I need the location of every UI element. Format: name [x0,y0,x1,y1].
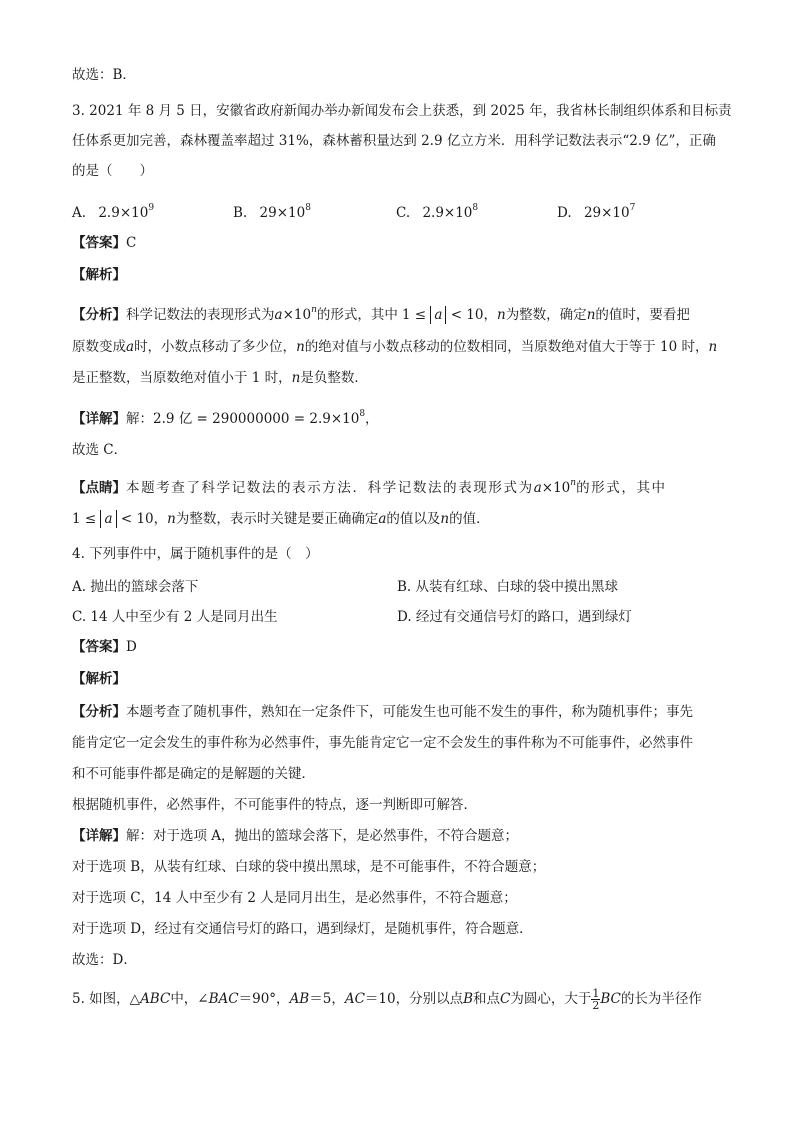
math-var: B [463,991,474,1007]
q3-comment-line-1 [72,473,667,498]
answer-tag: 【答案】 [72,639,126,655]
q3-option-d [557,198,635,223]
text-span: ＝5， [309,991,345,1007]
option-value: 29×10 [259,205,306,221]
text-span: 是负整数． [300,370,368,386]
math-var: C [500,991,511,1007]
option-value: 2.9×10 [422,205,473,221]
option-label: C. [396,205,411,221]
text-span: 的形式，其中 [316,307,398,323]
answer-tag: 【答案】 [72,235,126,251]
answer-value: C [126,235,137,251]
q3-analysis-line-3 [72,368,368,388]
text-span: 本题考查了科学记数法的表示方法．科学记数法的表现形式为 [126,480,534,496]
math-var: n [496,307,506,323]
math-var: BAC [208,991,239,1007]
q3-analysis-line-1 [72,300,690,325]
comment-label: 【点睛】 [72,480,126,496]
option-label: B. [233,205,248,221]
math-var: n [440,511,450,527]
question-3-line-1: 3. 2021 年 8 月 5 日，安徽省政府新闻办举办新闻发布会上获悉，到 2025 年，我省林长制组织体系和目标责 [72,103,732,119]
math-var: AC [344,991,365,1007]
q4-analysis-line-3: 和不可能事件都是确定的是解题的关键． [72,766,315,782]
text-span: 的长为半径作 [620,991,702,1007]
math-exponent: n [570,478,577,488]
detail-label: 【详解】 [72,411,126,427]
math-text: < 10， [446,307,497,323]
math-var: n [708,339,718,355]
text-span: 为圆心，大于 [510,991,592,1007]
fraction-numerator: 1 [592,987,600,1000]
detail-label: 【详解】 [72,828,126,844]
q3-analysis-heading [72,265,126,285]
math-text: 1 ≤ [72,511,101,527]
text-span: 中，∠ [170,991,209,1007]
math-text: ×10 [282,307,312,323]
option-value: 2.9×10 [98,205,149,221]
math-var: a [274,307,283,323]
math-var: ABC [140,991,171,1007]
text-span: 的绝对值与小数点移动的位数相同，当原数绝对值大于等于 10 时， [304,339,709,355]
abs-value: a [430,306,446,324]
analysis-label: 【分析】 [72,704,126,720]
text-span: ＝90°， [238,991,290,1007]
math-text: ×10 [541,480,571,496]
option-exponent: 8 [305,203,311,213]
text-span: 解：对于选项 A，抛出的篮球会落下，是必然事件，不符合题意； [126,828,519,844]
q3-option-b [233,198,311,223]
text-span: 和点 [473,991,501,1007]
text-span: 的值． [449,511,490,527]
text-span: 5. 如图，△ [72,991,141,1007]
abs-value: a [100,510,116,528]
q3-detail [72,404,379,429]
text-span: 的形式，其中 [576,480,667,496]
text-span: 科学记数法的表现形式为 [126,307,275,323]
option-label: D. [557,205,572,221]
question-3-line-2: 任体系更加完善，森林覆盖率超过 31%，森林蓄积量达到 2.9 亿立方米．用科学记数法表示“2.9 亿”，正确 [72,133,716,149]
q4-option-d: D. 经过有交通信号灯的路口，遇到绿灯 [397,609,632,625]
option-label: A. [72,205,87,221]
text-span: 为整数，确定 [505,307,587,323]
text-span: 的值时，要看把 [595,307,690,323]
analysis-label: 【分析】 [72,307,126,323]
analysis-tag: 【解析】 [72,267,126,283]
math-var: n [296,339,305,355]
q3-answer [72,233,136,253]
q3-comment-line-2 [72,509,490,529]
q4-option-a: A. 抛出的篮球会落下 [72,579,199,595]
math-exponent: 8 [359,409,366,419]
q3-option-a [72,198,154,223]
math-var: a [378,511,387,527]
question-4: 4. 下列事件中，属于随机事件的是（ ） [72,546,319,562]
math-var: n [167,511,176,527]
question-5-line-1 [72,988,702,1011]
text-span: 是正整数，当原数绝对值小于 1 时， [72,370,292,386]
option-value: 29×10 [583,205,630,221]
math-var: BC [600,991,621,1007]
text-span: 的值以及 [386,511,441,527]
q4-detail-line-4: 对于选项 D，经过有交通信号灯的路口，遇到绿灯，是随机事件，符合题意． [72,921,533,937]
q3-analysis-line-2 [72,337,717,357]
math-var: n [586,307,596,323]
text-span: ， [365,411,379,427]
q4-answer [72,637,137,657]
text-span: 原数变成 [72,339,126,355]
q3-choice: 故选 C． [72,442,128,458]
math-var: n [291,370,301,386]
math-var: a [533,480,542,496]
text-span: 时，小数点移动了多少位， [134,339,297,355]
option-exponent: 9 [148,203,155,213]
q4-detail-line-2: 对于选项 B，从装有红球、白球的袋中摸出黑球，是不可能事件，不符合题意； [72,859,546,875]
text-span: 解：2.9 亿 = 290000000 = 2.9×10 [126,411,360,427]
text-span: 本题考查了随机事件，熟知在一定条件下，可能发生也可能不发生的事件，称为随机事件；事先 [126,704,693,720]
text-line: 故选：B． [72,67,136,83]
analysis-tag: 【解析】 [72,671,126,687]
option-exponent: 7 [629,203,636,213]
option-exponent: 8 [472,203,479,213]
answer-value: D [126,639,137,655]
q4-analysis-line-1 [72,702,693,722]
text-span: 为整数，表示时关键是要正确确定 [175,511,379,527]
math-text: < 10， [116,511,168,527]
q4-analysis-line-2: 能肯定它一定会发生的事件称为必然事件，事先能肯定它一定不会发生的事件称为不可能事件，必然事件 [72,735,693,751]
math-var: a [126,339,135,355]
text-span: ＝10，分别以点 [364,991,464,1007]
math-var: AB [289,991,310,1007]
question-3-line-3: 的是（ ） [72,163,153,179]
q4-choice: 故选：D． [72,952,137,968]
q4-analysis-line-4: 根据随机事件，必然事件，不可能事件的特点，逐一判断即可解答． [72,797,477,813]
q4-detail-line-3: 对于选项 C，14 人中至少有 2 人是同月出生，是必然事件，不符合题意； [72,890,517,906]
fraction-denominator: 2 [592,999,600,1012]
q4-analysis-heading [72,669,126,689]
math-text: 1 ≤ [401,307,431,323]
q3-option-c [396,198,478,223]
q4-option-c: C. 14 人中至少有 2 人是同月出生 [72,609,278,625]
math-exponent: n [311,305,317,315]
q4-option-b: B. 从装有红球、白球的袋中摸出黑球 [397,579,619,595]
q4-detail-line-1 [72,826,518,846]
